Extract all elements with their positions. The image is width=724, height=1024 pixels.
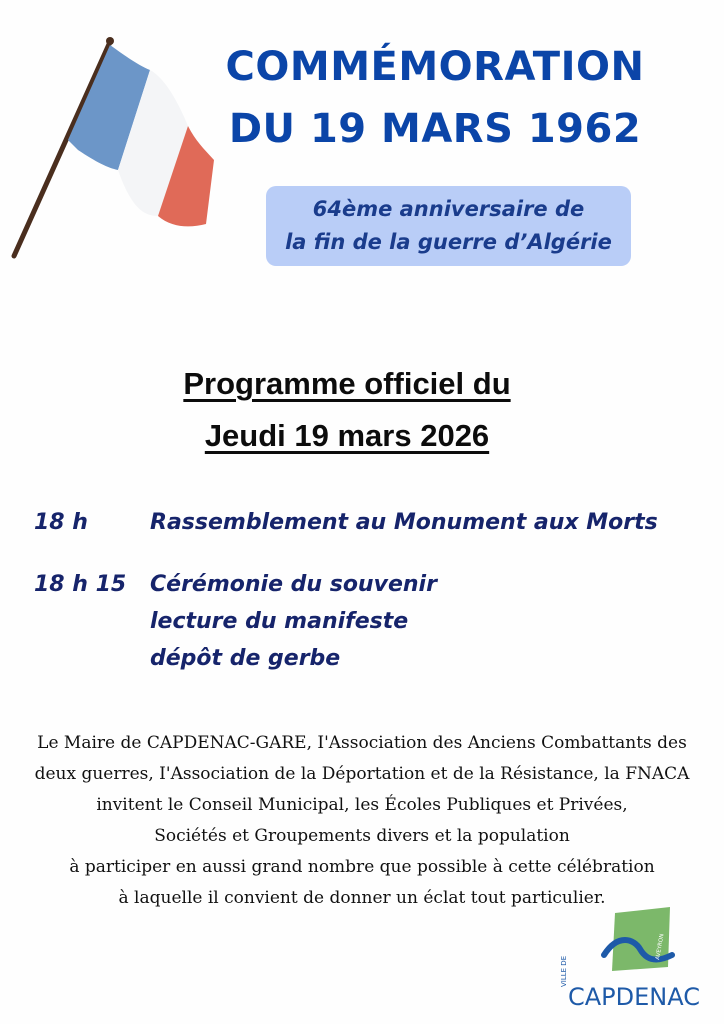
- subtitle-line-2: la fin de la guerre d’Algérie: [285, 230, 612, 254]
- title-line-1: COMMÉMORATION: [225, 44, 645, 90]
- logo-name-text: CAPDENAC: [568, 983, 700, 1011]
- invitation-line: Le Maire de CAPDENAC-GARE, I'Association des Anciens Combattants des: [37, 733, 687, 753]
- schedule-activity: Cérémonie du souvenir: [150, 572, 437, 597]
- schedule-activity: lecture du manifeste: [150, 609, 409, 634]
- logo-side-text: AVEYRON: [655, 933, 666, 961]
- subtitle-line-1: 64ème anniversaire de: [312, 197, 585, 221]
- logo-small-text: VILLE DE: [560, 955, 568, 987]
- schedule-activity: Rassemblement au Monument aux Morts: [150, 510, 658, 535]
- invitation-line: à participer en aussi grand nombre que possible à cette célébration: [69, 857, 655, 877]
- programme-heading-line-1: Programme officiel du: [183, 366, 511, 401]
- capdenac-logo: [560, 905, 720, 1017]
- title-line-2: DU 19 MARS 1962: [228, 106, 642, 152]
- invitation-line: Sociétés et Groupements divers et la population: [154, 826, 570, 846]
- schedule-time: 18 h: [34, 510, 88, 535]
- invitation-line: invitent le Conseil Municipal, les Écoles Publiques et Privées,: [96, 795, 628, 815]
- schedule-activity: dépôt de gerbe: [150, 646, 341, 671]
- invitation-text: [20, 728, 704, 914]
- invitation-line: à laquelle il convient de donner un éclat tout particulier.: [118, 888, 606, 908]
- anniversary-badge: [266, 186, 631, 266]
- programme-heading-line-2: Jeudi 19 mars 2026: [204, 418, 490, 453]
- schedule-time: 18 h 15: [34, 572, 127, 597]
- invitation-line: deux guerres, I'Association de la Déportation et de la Résistance, la FNACA: [34, 764, 690, 784]
